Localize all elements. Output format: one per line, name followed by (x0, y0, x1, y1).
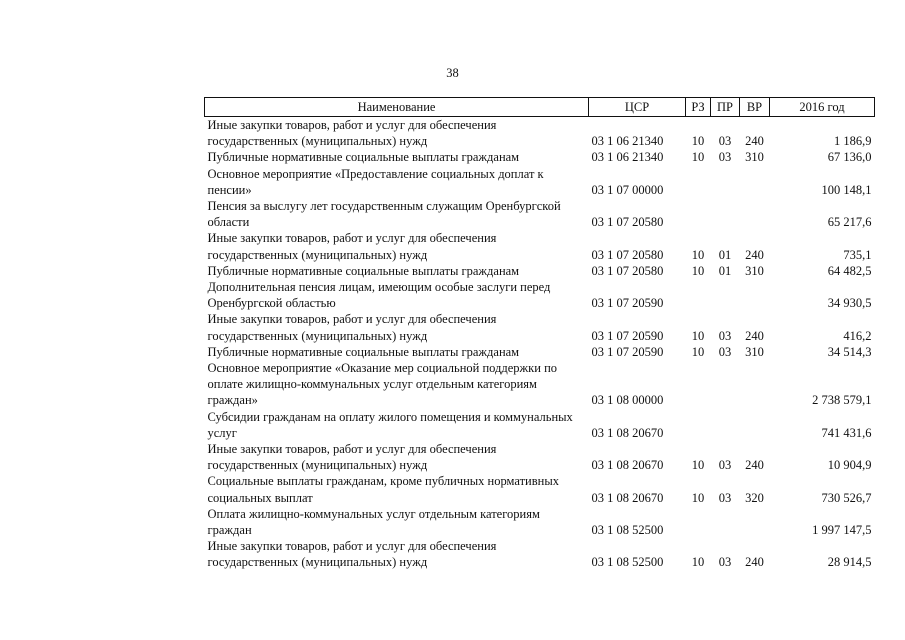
table-body (205, 117, 875, 571)
row-vr (740, 198, 770, 230)
row-rz: 10 (691, 328, 705, 343)
row-rz: 10 (691, 150, 705, 165)
row-csr: 03 1 07 20590 (591, 296, 664, 311)
row-name: Публичные нормативные социальные выплаты гражданам (207, 263, 520, 278)
row-rz: 10 (691, 134, 705, 149)
row-rz: 10 (691, 344, 705, 359)
row-csr: 03 1 06 21340 (591, 150, 664, 165)
row-pr: 03 (718, 150, 732, 165)
row-name: Дополнительная пенсия лицам, имеющим особые заслуги перед Оренбургской областью (207, 280, 551, 311)
page-number: 38 (446, 66, 459, 80)
row-rz (686, 360, 711, 409)
row-name: Субсидии гражданам на оплату жилого помещения и коммунальных услуг (207, 409, 573, 440)
table-row (205, 279, 875, 311)
budget-table (204, 97, 875, 571)
table-row (205, 409, 875, 441)
row-rz: 10 (691, 247, 705, 262)
row-csr: 03 1 07 20580 (591, 247, 664, 262)
row-rz (686, 198, 711, 230)
row-amount: 67 136,0 (827, 150, 872, 165)
row-vr: 240 (745, 134, 764, 149)
row-csr: 03 1 08 52500 (591, 555, 664, 570)
row-vr: 320 (745, 490, 764, 505)
row-pr (711, 198, 740, 230)
table-row (205, 538, 875, 570)
table-row (205, 230, 875, 262)
row-csr: 03 1 07 20590 (591, 344, 664, 359)
row-rz (686, 506, 711, 538)
row-csr: 03 1 07 20590 (591, 328, 664, 343)
table-row (205, 506, 875, 538)
row-vr (740, 166, 770, 198)
table-row (205, 117, 875, 150)
row-rz: 10 (691, 490, 705, 505)
row-csr: 03 1 07 20580 (591, 215, 664, 230)
row-rz (686, 409, 711, 441)
row-vr: 310 (745, 263, 764, 278)
row-pr: 03 (718, 458, 732, 473)
row-pr (711, 506, 740, 538)
row-amount: 28 914,5 (827, 555, 872, 570)
row-name: Иные закупки товаров, работ и услуг для обеспечения государственных (муниципальных) нужд (207, 231, 497, 262)
row-name: Основное мероприятие «Предоставление социальных доплат к пенсии» (207, 166, 544, 197)
row-pr: 03 (718, 344, 732, 359)
row-rz: 10 (691, 555, 705, 570)
table-row (205, 198, 875, 230)
row-name: Оплата жилищно-коммунальных услуг отдельным категориям граждан (207, 506, 540, 538)
row-csr: 03 1 08 20670 (591, 490, 664, 505)
row-pr (711, 166, 740, 198)
row-vr: 240 (745, 458, 764, 473)
row-rz (686, 166, 711, 198)
row-pr (711, 409, 740, 441)
row-rz: 10 (691, 263, 705, 278)
row-csr: 03 1 08 20670 (591, 458, 664, 473)
row-amount: 735,1 (843, 247, 872, 262)
row-csr: 03 1 08 20670 (591, 425, 664, 440)
row-name: Иные закупки товаров, работ и услуг для обеспечения государственных (муниципальных) нужд (207, 442, 497, 473)
row-vr: 310 (745, 344, 764, 359)
header-csr: ЦСР (589, 98, 686, 117)
row-amount: 741 431,6 (821, 425, 872, 440)
row-vr (740, 506, 770, 538)
row-vr (740, 360, 770, 409)
row-amount: 10 904,9 (827, 458, 872, 473)
row-amount: 65 217,6 (827, 215, 872, 230)
row-vr: 240 (745, 555, 764, 570)
row-name: Публичные нормативные социальные выплаты гражданам (207, 150, 520, 165)
row-name: Иные закупки товаров, работ и услуг для обеспечения государственных (муниципальных) нужд (207, 312, 497, 343)
row-vr (740, 409, 770, 441)
row-name: Иные закупки товаров, работ и услуг для обеспечения государственных (муниципальных) нужд (207, 539, 497, 570)
row-pr: 03 (718, 490, 732, 505)
row-rz: 10 (691, 458, 705, 473)
row-csr: 03 1 06 21340 (591, 134, 664, 149)
row-vr: 240 (745, 247, 764, 262)
row-vr: 240 (745, 328, 764, 343)
row-csr: 03 1 07 00000 (591, 182, 664, 197)
row-pr: 03 (718, 555, 732, 570)
row-vr: 310 (745, 150, 764, 165)
header-year: 2016 год (770, 98, 875, 117)
table-row (205, 263, 875, 279)
row-name: Пенсия за выслугу лет государственным служащим Оренбургской области (207, 199, 561, 230)
row-csr: 03 1 08 52500 (591, 523, 664, 538)
row-pr (711, 279, 740, 311)
row-amount: 34 514,3 (827, 344, 872, 359)
row-vr (740, 279, 770, 311)
row-amount: 1 997 147,5 (812, 523, 872, 538)
row-pr: 01 (718, 263, 732, 278)
row-name: Социальные выплаты гражданам, кроме публичных нормативных социальных выплат (207, 474, 559, 505)
header-vr: ВР (740, 98, 770, 117)
table-row (205, 149, 875, 165)
row-pr: 01 (718, 247, 732, 262)
row-amount: 416,2 (843, 328, 872, 343)
table-row (205, 344, 875, 360)
row-amount: 100 148,1 (821, 182, 872, 197)
row-amount: 1 186,9 (834, 134, 872, 149)
row-csr: 03 1 08 00000 (591, 393, 664, 408)
table-row (205, 166, 875, 198)
row-csr: 03 1 07 20580 (591, 263, 664, 278)
table-row (205, 441, 875, 473)
row-amount: 730 526,7 (821, 490, 872, 505)
row-amount: 64 482,5 (827, 263, 872, 278)
row-amount: 2 738 579,1 (812, 393, 872, 408)
table-row (205, 473, 875, 505)
table-row (205, 360, 875, 409)
header-rz: РЗ (686, 98, 711, 117)
row-name: Основное мероприятие «Оказание мер социальной поддержки по оплате жилищно-коммунальных услуг отдельным категориям граждан» (207, 361, 558, 408)
table-header-row (205, 98, 875, 117)
header-name: Наименование (205, 98, 589, 117)
row-pr: 03 (718, 328, 732, 343)
row-pr: 03 (718, 134, 732, 149)
row-name: Публичные нормативные социальные выплаты гражданам (207, 344, 520, 359)
row-pr (711, 360, 740, 409)
header-pr: ПР (711, 98, 740, 117)
row-name: Иные закупки товаров, работ и услуг для обеспечения государственных (муниципальных) нужд (207, 118, 497, 149)
row-rz (686, 279, 711, 311)
table-row (205, 311, 875, 343)
row-amount: 34 930,5 (827, 296, 872, 311)
